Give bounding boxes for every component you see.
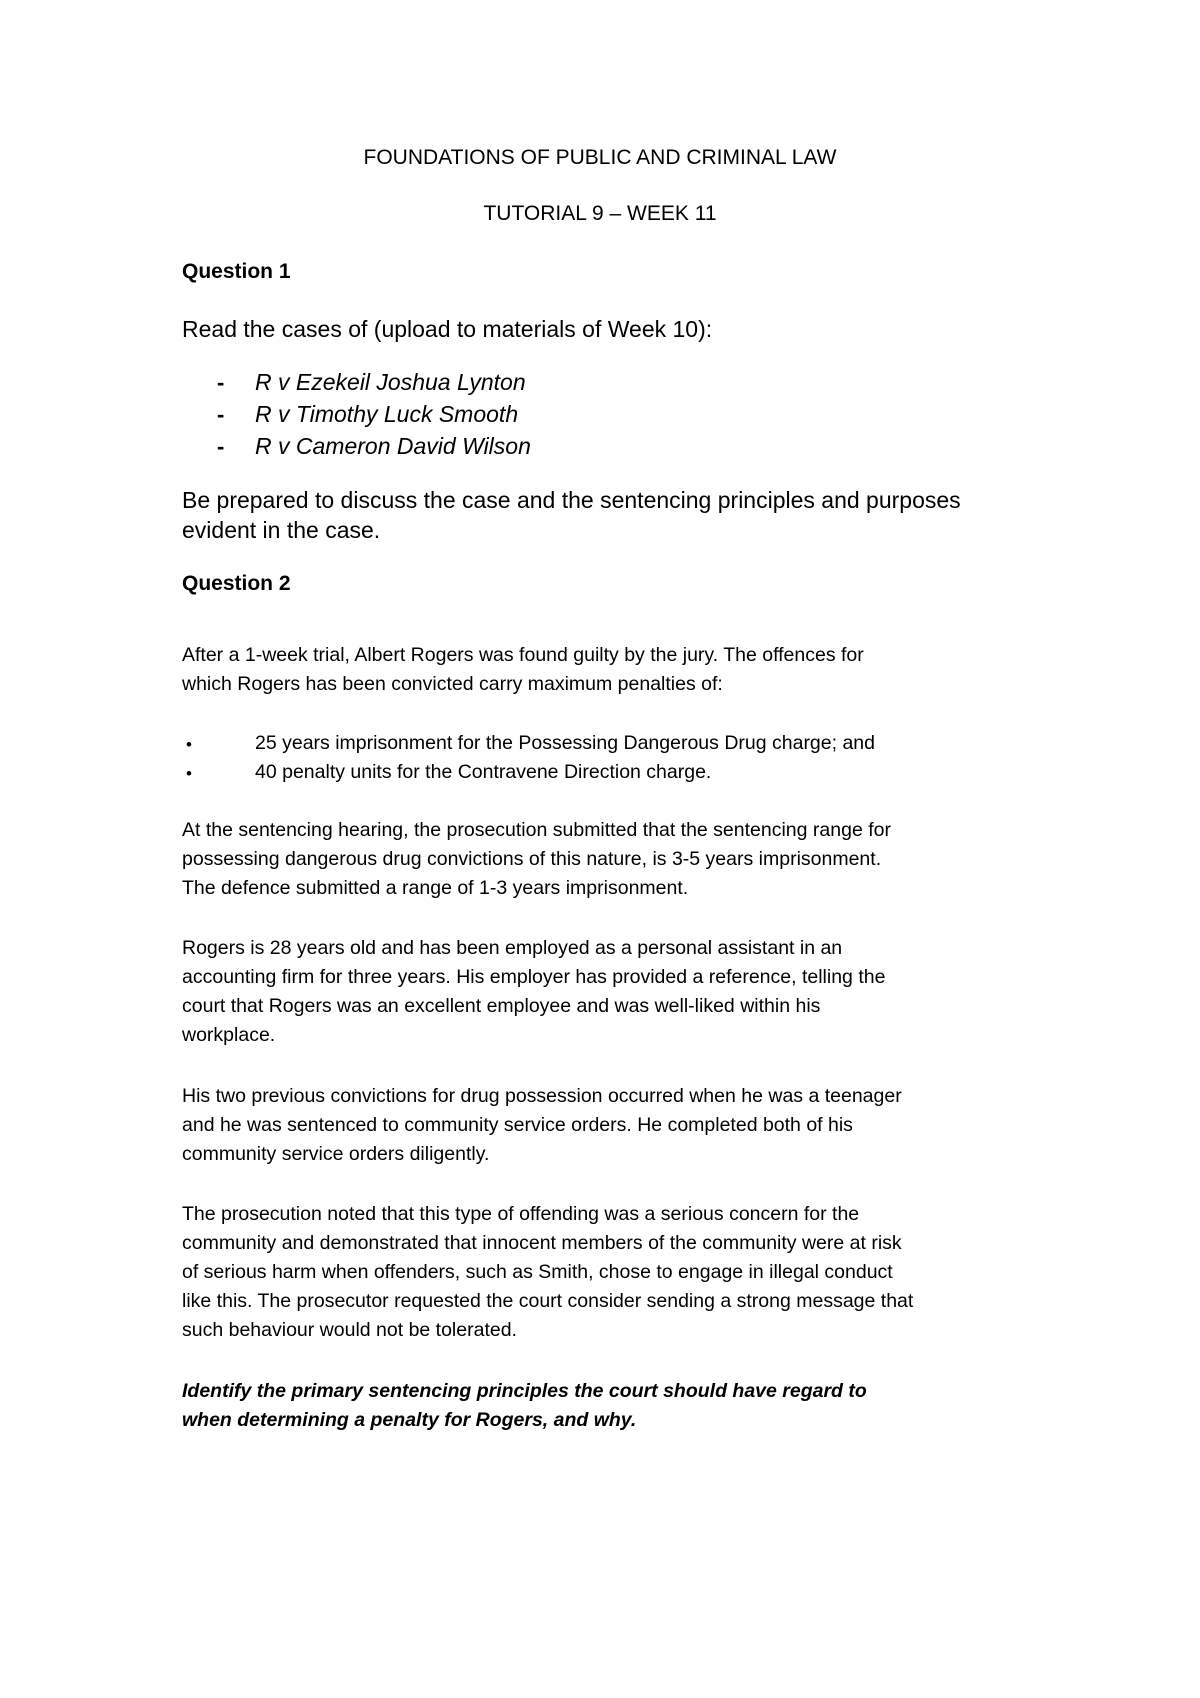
text-line: which Rogers has been convicted carry maximum penalties of: [182,673,723,695]
text-line: like this. The prosecutor requested the court consider sending a strong message that [182,1290,914,1312]
question-1-heading: Question 1 [182,260,291,283]
text-line: when determining a penalty for Rogers, and why. [182,1409,637,1431]
penalty-item: 40 penalty units for the Contravene Direction charge. [255,761,712,783]
text-line: workplace. [182,1024,276,1046]
bullet-symbol: • [186,764,192,783]
question-2-paragraph-2 [182,816,891,903]
text-line: At the sentencing hearing, the prosecution submitted that the sentencing range for [182,819,891,841]
question-1-instruction [182,485,961,545]
question-2-paragraph-3 [182,934,885,1050]
question-2-task [182,1377,867,1435]
text-line: of serious harm when offenders, such as Smith, chose to engage in illegal conduct [182,1261,893,1283]
case-item: R v Cameron David Wilson [255,433,531,459]
text-line: community and demonstrated that innocent members of the community were at risk [182,1232,902,1254]
text-line: The defence submitted a range of 1-3 years imprisonment. [182,877,689,899]
text-line: community service orders diligently. [182,1143,490,1165]
list-dash: - [217,402,225,427]
text-line: evident in the case. [182,517,381,543]
text-line: Identify the primary sentencing principles the court should have regard to [182,1380,867,1402]
question-2-heading: Question 2 [182,572,291,595]
text-line: Rogers is 28 years old and has been employed as a personal assistant in an [182,937,843,959]
question-1-intro: Read the cases of (upload to materials of Week 10): [182,316,713,342]
list-dash: - [217,434,225,459]
text-line: court that Rogers was an excellent employee and was well-liked within his [182,995,821,1017]
case-item: R v Ezekeil Joshua Lynton [255,369,526,395]
text-line: such behaviour would not be tolerated. [182,1319,517,1341]
list-dash: - [217,370,225,395]
bullet-symbol: • [186,735,192,754]
text-line: accounting firm for three years. His employer has provided a reference, telling the [182,966,886,988]
question-2-paragraph-1 [182,641,864,699]
document-title: FOUNDATIONS OF PUBLIC AND CRIMINAL LAW [363,146,837,169]
text-line: The prosecution noted that this type of offending was a serious concern for the [182,1203,860,1225]
penalty-item: 25 years imprisonment for the Possessing Dangerous Drug charge; and [255,732,875,754]
question-2-paragraph-5 [182,1200,913,1345]
text-line: After a 1-week trial, Albert Rogers was found guilty by the jury. The offences for [182,644,864,666]
case-item: R v Timothy Luck Smooth [255,401,519,427]
document-subtitle: TUTORIAL 9 – WEEK 11 [483,202,717,225]
text-line: possessing dangerous drug convictions of this nature, is 3-5 years imprisonment. [182,848,882,870]
text-line: and he was sentenced to community service orders. He completed both of his [182,1114,853,1136]
text-line: His two previous convictions for drug possession occurred when he was a teenager [182,1085,902,1107]
question-2-paragraph-4 [182,1082,902,1169]
text-line: Be prepared to discuss the case and the sentencing principles and purposes [182,487,961,513]
